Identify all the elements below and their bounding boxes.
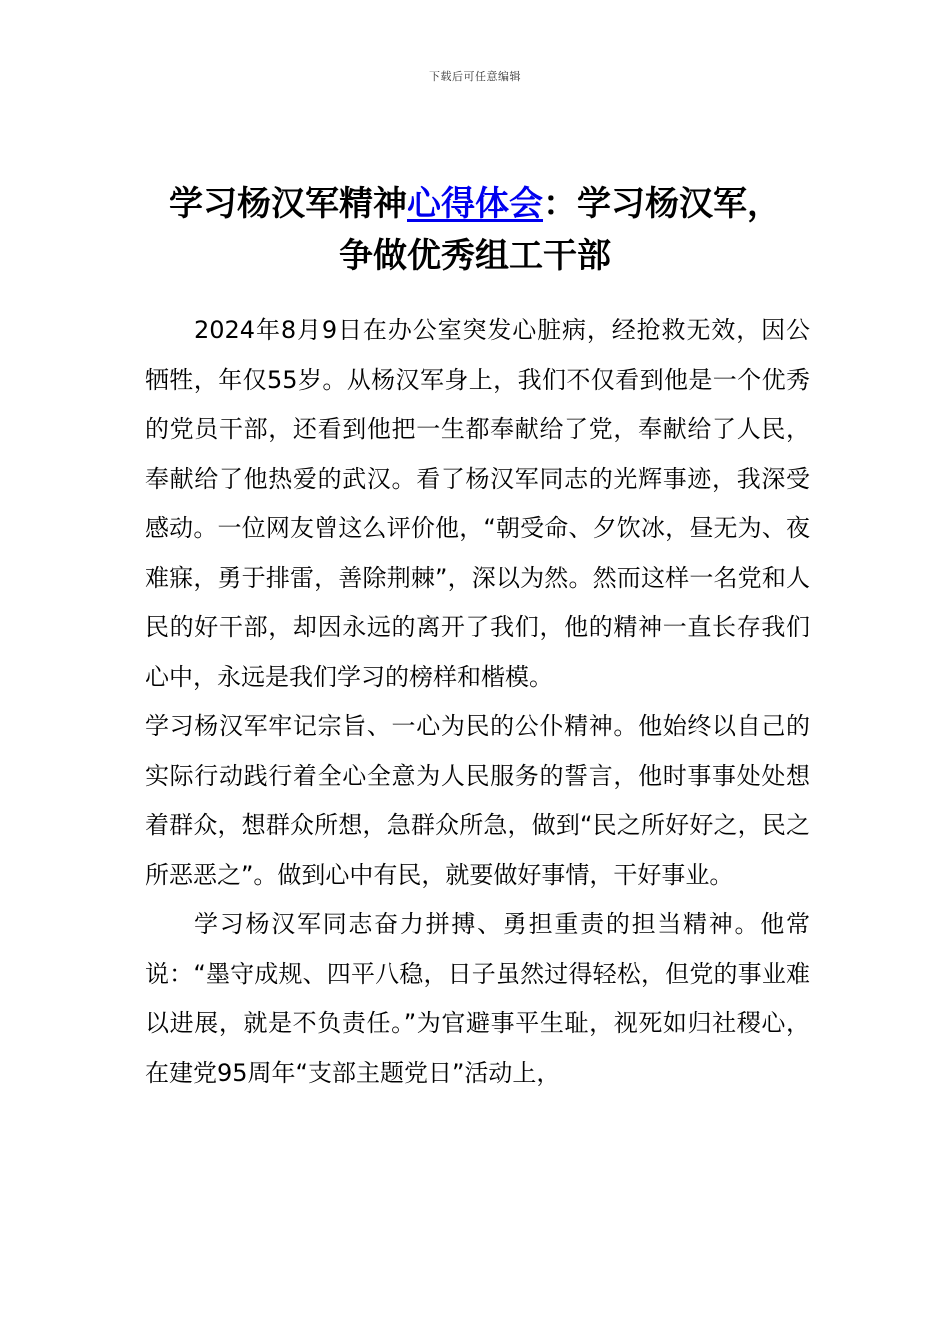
title-line-1 xyxy=(100,178,850,230)
page-header-note: 下载后可任意编辑 xyxy=(429,70,521,83)
title-line-2: 争做优秀组工干部 xyxy=(339,236,611,276)
paragraph-2: 学习杨汉军牢记宗旨、一心为民的公仆精神。他始终以自己的实际行动践行着全心全意为人民服务的誓言，他时事事处处想着群众，想群众所想，急群众所急，做到“民之所好好之，民之所恶恶之”。做到心中有民，就要做好事情，干好事业。 xyxy=(145,712,810,889)
paragraph-1: 2024年8月9日在办公室突发心脏病，经抢救无效，因公牺牲，年仅55岁。从杨汉军身上，我们不仅看到他是一个优秀的党员干部，还看到他把一生都奉献给了党，奉献给了人民，奉献给了他热爱的武汉。看了杨汉军同志的光辉事迹，我深受感动。一位网友曾这么评价他，“朝受命、夕饮冰，昼无为、夜难寐，勇于排雷，善除荆棘”，深以为然。然而这样一名党和人民的好干部，却因永远的离开了我们，他的精神一直长存我们心中，永远是我们学习的榜样和楷模。 xyxy=(145,316,810,691)
title-link-xindetihui[interactable]: 心得体会 xyxy=(407,184,543,224)
paragraph-3: 学习杨汉军同志奋力拼搏、勇担重责的担当精神。他常说：“墨守成规、四平八稳，日子虽然过得轻松，但党的事业难以进展，就是不负责任。”为官避事平生耻，视死如归社稷心，在建党95周年“支部主题党日”活动上， xyxy=(145,910,810,1087)
title-suffix: ：学习杨汉军， xyxy=(543,184,781,224)
document-body xyxy=(145,306,810,1098)
title-prefix: 学习杨汉军精神 xyxy=(169,184,407,224)
document-title xyxy=(100,178,850,282)
